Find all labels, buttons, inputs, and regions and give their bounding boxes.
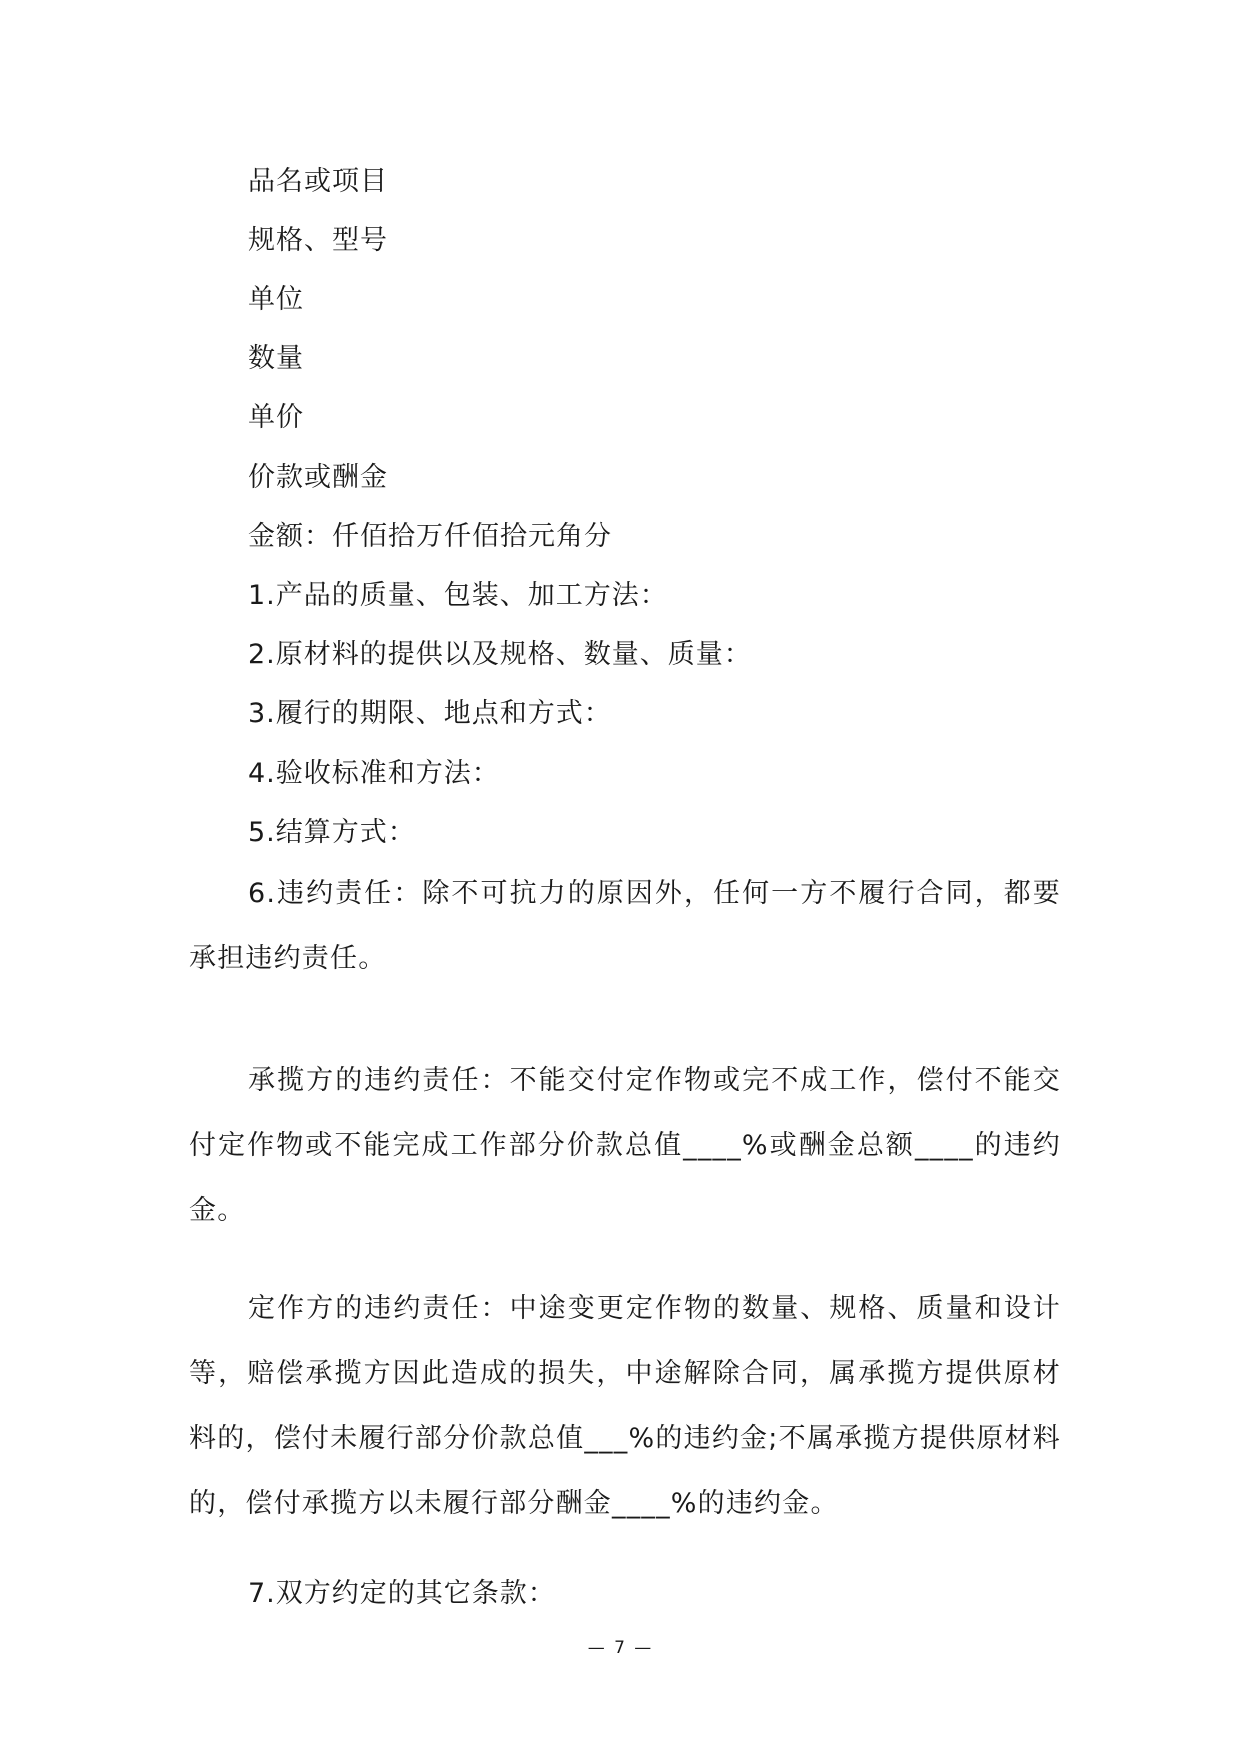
clause-2: 2.原材料的提供以及规格、数量、质量：: [248, 639, 752, 670]
clause-3: 3.履行的期限、地点和方式：: [248, 698, 612, 729]
quantity-label: 数量: [248, 343, 304, 374]
clause-1: 1.产品的质量、包装、加工方法：: [248, 580, 668, 611]
unit-label: 单位: [248, 284, 304, 315]
clause-6-liability: 6.违约责任：除不可抗力的原因外，任何一方不履行合同，都要承担违约责任。: [189, 878, 1061, 974]
amount-line: 金额：仟佰拾万仟佰拾元角分: [248, 521, 612, 552]
unit-price-label: 单价: [248, 402, 304, 433]
page-number: — 7 —: [587, 1638, 654, 1658]
contractor-liability: 承揽方的违约责任：不能交付定作物或完不成工作，偿付不能交付定作物或不能完成工作部分价款总值____%或酬金总额____的违约金。: [189, 1065, 1061, 1226]
orderer-liability: 定作方的违约责任：中途变更定作物的数量、规格、质量和设计等，赔偿承揽方因此造成的损失，中途解除合同，属承揽方提供原材料的，偿付未履行部分价款总值___%的违约金;不属承揽方提供原材料的，偿付承揽方以未履行部分酬金____%的违约金。: [189, 1293, 1061, 1519]
price-or-fee-label: 价款或酬金: [248, 462, 388, 493]
clause-4: 4.验收标准和方法：: [248, 758, 500, 789]
spec-model-label: 规格、型号: [248, 225, 388, 256]
clause-5: 5.结算方式：: [248, 817, 416, 848]
clause-7: 7.双方约定的其它条款：: [248, 1578, 556, 1609]
item-name-label: 品名或项目: [248, 166, 388, 197]
